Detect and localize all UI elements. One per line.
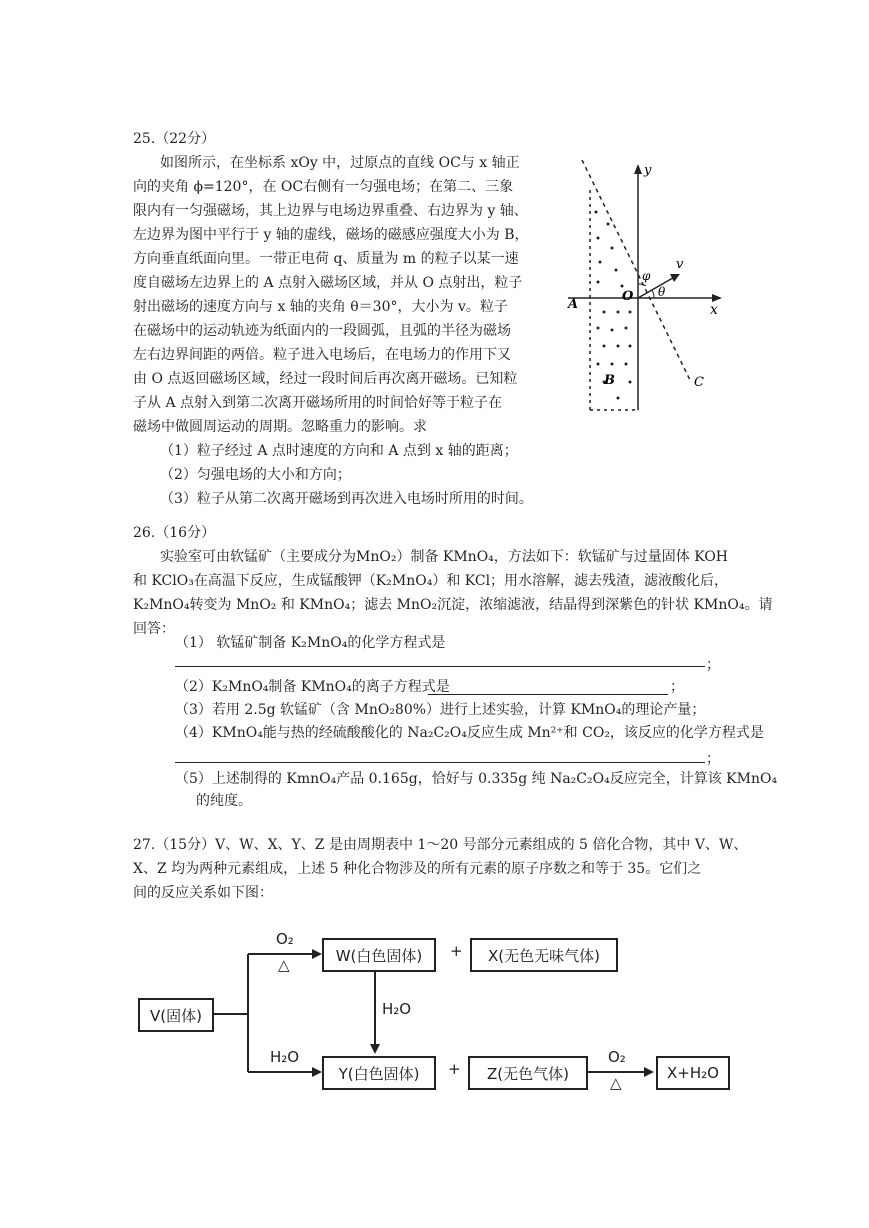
q26-item-5-cont: 的纯度。 xyxy=(196,793,252,809)
label-phi: φ xyxy=(642,269,651,283)
q25-item-3: （3）粒子从第二次离开磁场到再次进入电场时所用的时间。 xyxy=(160,491,533,507)
label-y: y xyxy=(644,163,652,178)
magnetic-field-diagram xyxy=(560,160,730,415)
delta-label-top: △ xyxy=(278,956,290,974)
q25-line: 由 O 点返回磁场区域，经过一段时间后再次离开磁场。已知粒 xyxy=(133,371,518,387)
q25-line: 度自磁场左边界上的 A 点射入磁场区域，并从 O 点射出，粒子 xyxy=(133,275,523,291)
label-c: C xyxy=(694,375,704,390)
y-axis-arrow xyxy=(634,164,642,174)
label-theta: θ xyxy=(658,285,666,299)
q26-line: 回答： xyxy=(133,621,175,637)
q25-line: 限内有一匀强磁场，其上边界与电场边界重叠、右边界为 y 轴、 xyxy=(133,203,528,219)
q25-item-2: （2）匀强电场的大小和方向； xyxy=(160,467,351,483)
label-b: B xyxy=(604,373,615,388)
q25-line: 在磁场中的运动轨迹为纸面内的一段圆弧，且弧的半径为磁场 xyxy=(133,323,511,339)
q26-semicolon-4: ； xyxy=(706,751,720,767)
q26-semicolon-2: ； xyxy=(670,679,684,695)
q25-line: 方向垂直纸面向里。一带正电荷 q、质量为 m 的粒子以某一速 xyxy=(133,251,519,267)
plus-sign-bottom: + xyxy=(448,1060,461,1078)
phi-arc xyxy=(638,284,646,286)
label-x: x xyxy=(710,302,718,318)
q26-item-4: （4）KMnO₄能与热的经硫酸酸化的 Na₂C₂O₄反应生成 Mn²⁺和 CO₂，该反应的化学方程式是 xyxy=(175,725,764,741)
q26-item-5: （5）上述制得的 KmnO₄产品 0.165g，恰好与 0.335g 纯 Na₂C₂O₄反应完全，计算该 KMnO₄ xyxy=(175,771,778,787)
q25-line: 向的夹角 ϕ=120°，在 OC右侧有一匀强电场；在第二、三象 xyxy=(133,179,514,195)
plus-sign-top: + xyxy=(450,942,463,960)
q26-item-3: （3）若用 2.5g 软锰矿（含 MnO₂80%）进行上述实验，计算 KMnO₄的理论产量； xyxy=(175,702,706,718)
z-box: Z(无色气体) xyxy=(468,1056,588,1090)
theta-arc xyxy=(652,290,654,298)
label-v: v xyxy=(676,257,684,272)
q25-header: 25.（22分） xyxy=(133,131,216,147)
answer-blank-2[interactable] xyxy=(428,694,668,695)
q25-line: 左右边界间距的两倍。粒子进入电场后，在电场力的作用下又 xyxy=(133,347,511,363)
label-o: O xyxy=(622,289,634,304)
q26-line: 和 KClO₃在高温下反应，生成锰酸钾（K₂MnO₄）和 KCl；用水溶解，滤去残渣，滤液酸化后， xyxy=(133,573,729,589)
delta-label-right: △ xyxy=(610,1074,622,1092)
field-dots xyxy=(595,211,632,400)
y-box: Y(白色固体) xyxy=(322,1056,436,1090)
q25-line: 左边界为图中平行于 y 轴的虚线，磁场的磁感应强度大小为 B， xyxy=(133,227,529,243)
oc-line xyxy=(582,160,690,380)
q25-item-1: （1）粒子经过 A 点时速度的方向和 A 点到 x 轴的距离； xyxy=(160,443,518,459)
q25-line: 如图所示，在坐标系 xOy 中，过原点的直线 OC与 x 轴正 xyxy=(160,155,520,171)
answer-blank-4[interactable] xyxy=(175,762,705,763)
x-box: X(无色无味气体) xyxy=(470,938,618,972)
q26-item-2: （2）K₂MnO₄制备 KMnO₄的离子方程式是 xyxy=(175,679,450,695)
q25-line: 磁场中做圆周运动的周期。忽略重力的影响。求 xyxy=(133,419,427,435)
reaction-flow-diagram xyxy=(130,920,750,1100)
q26-line: 实验室可由软锰矿（主要成分为MnO₂）制备 KMnO₄，方法如下：软锰矿与过量固体 KOH xyxy=(160,549,729,565)
q26-header: 26.（16分） xyxy=(133,525,216,541)
q27-line: 27.（15分）V、W、X、Y、Z 是由周期表中 1～20 号部分元素组成的 5 倍化合物，其中 V、W、 xyxy=(133,837,748,853)
label-a: A xyxy=(568,297,579,312)
q25-line: 射出磁场的速度方向与 x 轴的夹角 θ＝30°，大小为 v。粒子 xyxy=(133,299,508,315)
answer-blank-1[interactable] xyxy=(175,666,705,667)
x-h2o-box: X+H₂O xyxy=(656,1056,730,1090)
q26-semicolon-1: ； xyxy=(706,657,720,673)
q27-line: X、Z 均为两种元素组成，上述 5 种化合物涉及的所有元素的原子序数之和等于 35。它们之 xyxy=(133,861,702,877)
o2-label-top: O₂ xyxy=(276,930,294,948)
x-axis-arrow xyxy=(712,294,722,302)
o2-label-right: O₂ xyxy=(608,1048,626,1066)
q25-line: 子从 A 点射入到第二次离开磁场所用的时间恰好等于粒子在 xyxy=(133,395,503,411)
q26-item-1: （1） 软锰矿制备 K₂MnO₄的化学方程式是 xyxy=(175,635,446,651)
h2o-label-bottom: H₂O xyxy=(270,1048,300,1066)
h2o-label-vertical: H₂O xyxy=(382,1000,412,1018)
q26-line: K₂MnO₄转变为 MnO₂ 和 KMnO₄；滤去 MnO₂沉淀，浓缩滤液，结晶得到深紫色的针状 KMnO₄。请 xyxy=(133,597,773,613)
w-box: W(白色固体) xyxy=(322,938,436,972)
q27-line: 间的反应关系如下图： xyxy=(133,885,273,901)
v-box: V(固体) xyxy=(138,998,214,1032)
